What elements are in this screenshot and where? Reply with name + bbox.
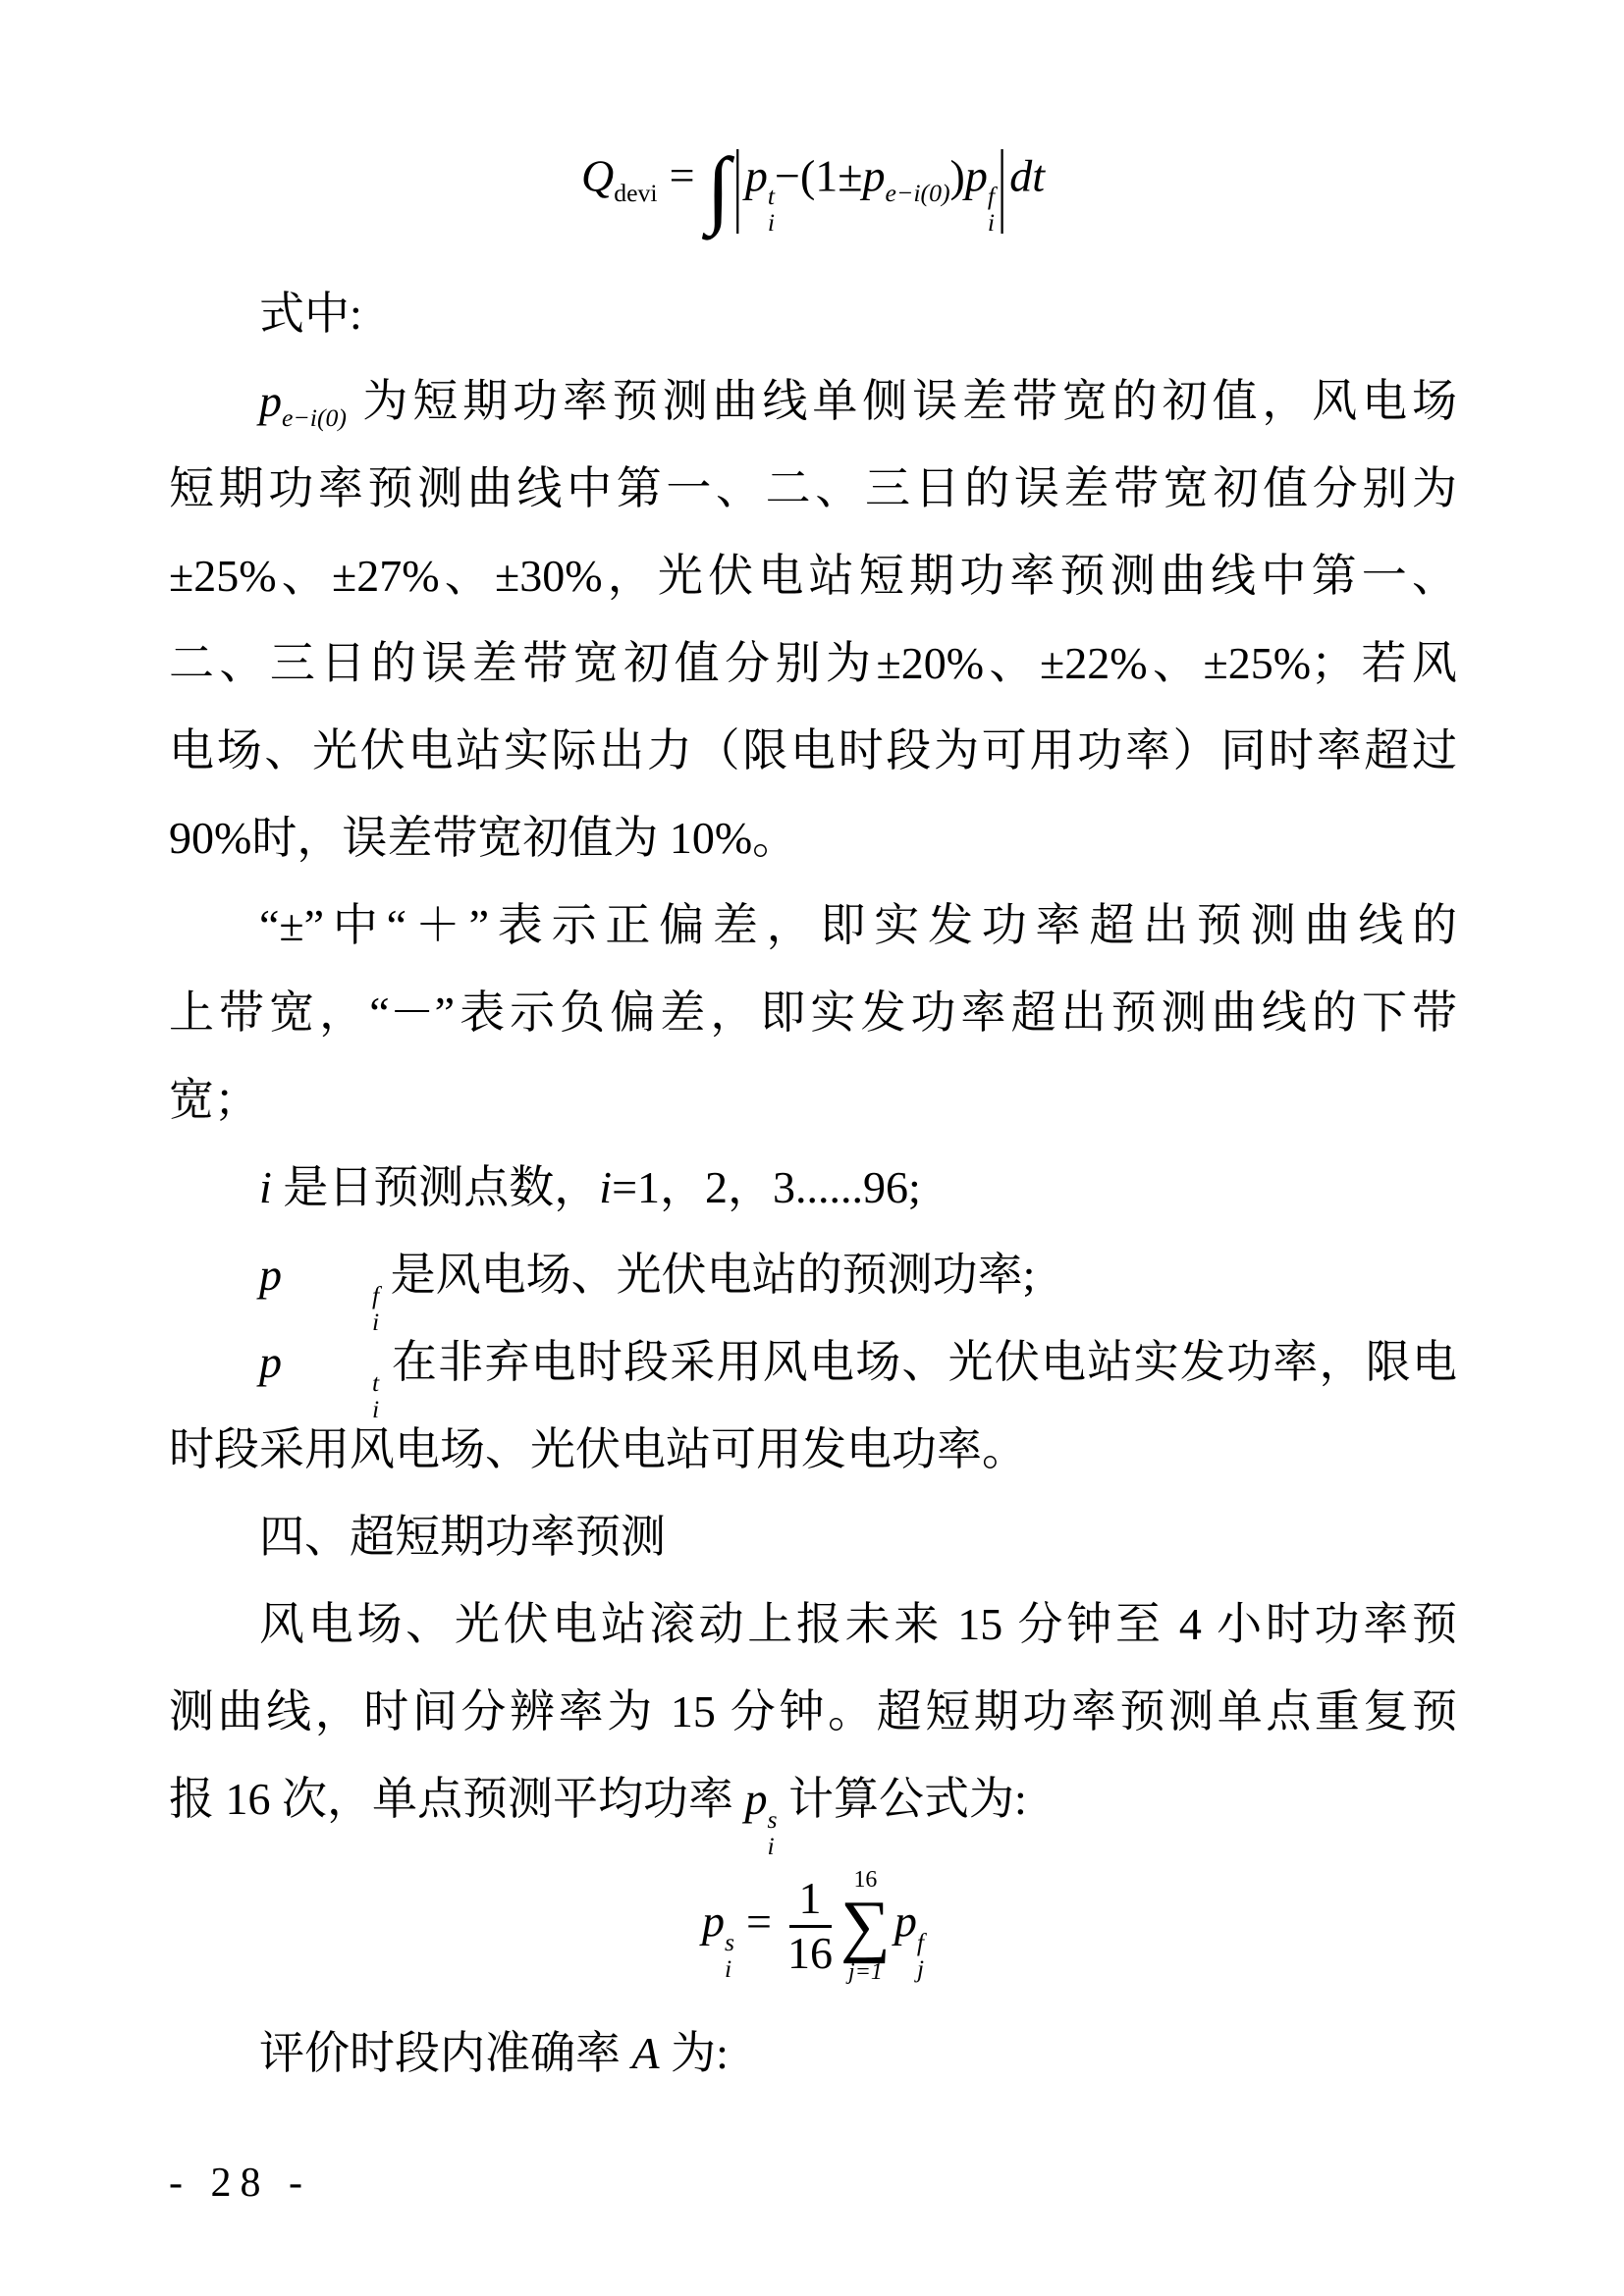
text-segment: i <box>259 1162 272 1212</box>
text-line <box>169 707 1457 794</box>
text-line <box>169 1231 1457 1337</box>
text-line <box>169 881 1457 969</box>
text-segment: 为短期功率预测曲线单侧误差带宽的初值，风电场 <box>346 376 1457 426</box>
math-var: p <box>259 376 282 426</box>
text-line <box>169 1406 1457 1493</box>
document-body <box>169 116 1457 2097</box>
text-line <box>169 532 1457 619</box>
summation-sign: 16 ∑ j=1 <box>840 1866 891 1985</box>
fraction-1-16: $\frac{1}{16}$ <box>787 1873 833 1978</box>
text-line <box>169 619 1457 707</box>
text-line <box>169 1755 1457 1861</box>
text-line <box>169 1056 1457 1144</box>
integral-sign: ∫ <box>706 140 731 237</box>
math-var-p: p <box>964 150 988 201</box>
text-line <box>169 794 1457 881</box>
equals-sign: = <box>669 150 695 201</box>
formula-row <box>581 131 1045 238</box>
formula-row <box>702 1867 924 1985</box>
text-segment: 四、超短期功率预测 <box>259 1512 666 1562</box>
abs-bar-left: | <box>732 131 742 235</box>
text-segment: 时段采用风电场、光伏电站可用发电功率。 <box>169 1424 1027 1474</box>
text-line <box>169 969 1457 1056</box>
math-var: p <box>259 1337 282 1387</box>
text-line <box>169 1144 1457 1231</box>
text-segment: 是日预测点数， <box>271 1162 600 1212</box>
text-line <box>169 1668 1457 1755</box>
text-segment: 测曲线，时间分辨率为 15 分钟。超短期功率预测单点重复预 <box>169 1686 1457 1736</box>
math-subscript: e−i(0) <box>885 178 950 207</box>
formula-average-power <box>169 1842 1457 2009</box>
text-segment: A <box>631 2028 660 2078</box>
text-segment: 是风电场、光伏电站的预测功率; <box>379 1250 1036 1300</box>
text-segment: 上带宽，“－”表示负偏差，即实发功率超出预测曲线的下带 <box>169 988 1457 1038</box>
math-scripts: t i <box>372 1368 380 1424</box>
text-line <box>169 1493 1457 1580</box>
math-var: p <box>259 1250 282 1300</box>
text-line <box>169 357 1457 445</box>
text-line <box>169 270 1457 357</box>
math-scripts: s i <box>767 1805 778 1861</box>
text-line <box>169 445 1457 532</box>
math-var-p: p <box>862 150 886 201</box>
math-var-p: p <box>893 1896 917 1947</box>
math-scripts: s i <box>725 1927 735 1983</box>
page-number: - 28 - <box>169 2161 311 2206</box>
text-segment: ±25%、±27%、±30%，光伏电站短期功率预测曲线中第一、 <box>169 551 1457 601</box>
text-segment: 报 16 次，单点预测平均功率 <box>169 1774 745 1824</box>
equals-sign: = <box>746 1896 772 1947</box>
text-line <box>169 1318 1457 1424</box>
math-var-p: p <box>702 1896 726 1947</box>
text-segment: =1，2，3......96; <box>612 1162 921 1212</box>
math-var-p: p <box>744 150 768 201</box>
text-segment: 宽； <box>169 1075 259 1125</box>
right-paren: ) <box>949 150 965 201</box>
math-operator: −(1± <box>775 150 863 201</box>
text-segment: 短期功率预测曲线中第一、二、三日的误差带宽初值分别为 <box>169 463 1457 513</box>
math-subscript-devi: devi <box>614 178 658 207</box>
text-segment: 90%时，误差带宽初值为 10%。 <box>169 813 798 863</box>
text-segment: 评价时段内准确率 <box>259 2028 632 2078</box>
text-segment: 计算公式为: <box>777 1774 1027 1824</box>
math-var-Q: Q <box>581 150 615 201</box>
text-segment: 在非弃电时段采用风电场、光伏电站实发功率，限电 <box>379 1337 1457 1387</box>
math-subscript: e−i(0) <box>282 403 347 433</box>
text-line <box>169 2009 1457 2097</box>
math-scripts: f i <box>372 1281 380 1337</box>
math-scripts: f j <box>916 1927 924 1983</box>
text-segment: 电场、光伏电站实际出力（限电时段为可用功率）同时率超过 <box>169 725 1457 775</box>
math-var: p <box>744 1774 768 1824</box>
text-segment: 式中: <box>259 289 362 339</box>
text-segment: “±”中“＋”表示正偏差，即实发功率超出预测曲线的 <box>259 900 1457 950</box>
text-segment: 为: <box>659 2028 729 2078</box>
text-segment: 风电场、光伏电站滚动上报未来 15 分钟至 4 小时功率预 <box>259 1599 1457 1649</box>
text-segment: i <box>599 1162 613 1212</box>
math-scripts: t i <box>767 182 776 238</box>
math-scripts: f i <box>987 182 995 238</box>
math-dt: dt <box>1009 150 1045 201</box>
formula-short-term-deviation <box>169 116 1457 270</box>
text-line <box>169 1580 1457 1668</box>
text-segment: 二、三日的误差带宽初值分别为±20%、±22%、±25%；若风 <box>169 638 1457 688</box>
abs-bar-right: | <box>998 131 1007 235</box>
